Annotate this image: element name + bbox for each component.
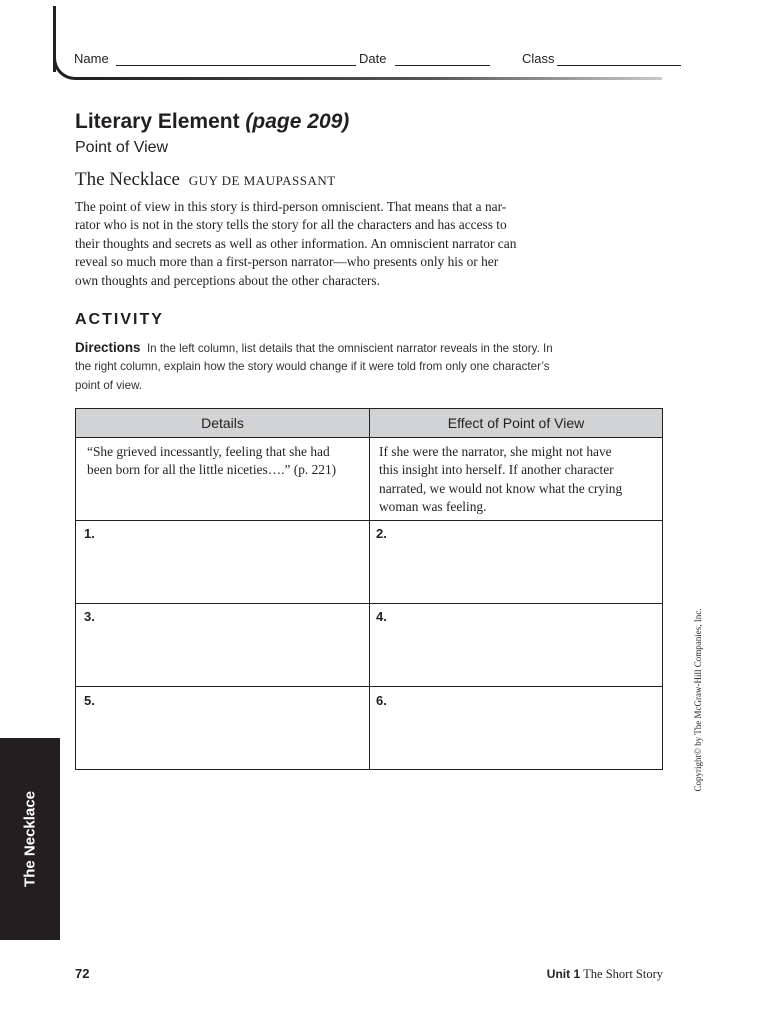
footer-unit-label: Unit 1 bbox=[546, 967, 581, 981]
name-label: Name bbox=[74, 51, 109, 66]
footer-unit-title: The Short Story bbox=[583, 967, 663, 981]
example-detail-cell bbox=[87, 443, 336, 480]
cell-number-6[interactable]: 6. bbox=[376, 693, 387, 708]
page-title bbox=[75, 110, 349, 134]
point-of-view-table bbox=[75, 408, 663, 770]
intro-line: rator who is not in the story tells the story for all the characters and has access to bbox=[75, 217, 507, 233]
example-effect-line: If she were the narrator, she might not have bbox=[379, 444, 612, 459]
story-title: The Necklace bbox=[75, 169, 180, 190]
side-tab-label: The Necklace bbox=[21, 791, 39, 887]
directions-line: point of view. bbox=[75, 378, 143, 392]
header-details: Details bbox=[201, 415, 244, 431]
date-label: Date bbox=[359, 51, 387, 66]
intro-line: their thoughts and secrets as well as other information. An omniscient narrator can bbox=[75, 235, 517, 251]
title-page-ref: (page 209) bbox=[245, 110, 350, 133]
example-effect-line: woman was feeling. bbox=[379, 499, 487, 515]
example-effect-cell bbox=[379, 443, 622, 517]
class-label: Class bbox=[522, 51, 555, 66]
row-divider bbox=[76, 686, 662, 687]
story-heading bbox=[75, 169, 336, 191]
header-bracket-rule bbox=[80, 77, 662, 80]
cell-number-5[interactable]: 5. bbox=[84, 693, 95, 708]
title-main: Literary Element bbox=[75, 110, 240, 133]
directions-line: the right column, explain how the story would change if it were told from only one character’s bbox=[75, 360, 550, 374]
example-detail-line: “She grieved incessantly, feeling that she had bbox=[87, 444, 330, 459]
copyright-notice: Copyright© by The McGraw-Hill Companies, Inc. bbox=[693, 608, 703, 792]
cell-number-2[interactable]: 2. bbox=[376, 526, 387, 541]
footer-unit bbox=[547, 967, 663, 982]
intro-paragraph bbox=[75, 198, 565, 290]
cell-number-1[interactable]: 1. bbox=[84, 526, 95, 541]
directions-text: In the left column, list details that the omniscient narrator reveals in the story. In bbox=[146, 342, 553, 355]
directions-block bbox=[75, 339, 553, 395]
date-field[interactable] bbox=[395, 65, 490, 66]
example-effect-line: narrated, we would not know what the crying bbox=[379, 480, 623, 496]
example-detail-line: been born for all the little niceties….” (p. 221) bbox=[87, 462, 337, 478]
directions-label: Directions bbox=[75, 340, 141, 355]
page-number: 72 bbox=[75, 966, 90, 981]
example-effect-line: this insight into herself. If another character bbox=[379, 462, 614, 478]
row-divider bbox=[76, 603, 662, 604]
cell-number-4[interactable]: 4. bbox=[376, 609, 387, 624]
page-subtitle: Point of View bbox=[75, 139, 169, 156]
header-effect: Effect of Point of View bbox=[447, 415, 585, 431]
row-divider bbox=[76, 520, 662, 521]
intro-line: The point of view in this story is third-person omniscient. That means that a nar- bbox=[75, 199, 507, 214]
class-field[interactable] bbox=[557, 65, 681, 66]
directions-line bbox=[75, 339, 553, 358]
cell-number-3[interactable]: 3. bbox=[84, 609, 95, 624]
column-divider bbox=[369, 409, 370, 769]
side-tab bbox=[0, 738, 60, 940]
intro-line: reveal so much more than a first-person narrator—who presents only his or her bbox=[75, 254, 499, 270]
intro-line: own thoughts and perceptions about the other characters. bbox=[75, 272, 380, 288]
story-author: GUY DE MAUPASSANT bbox=[188, 173, 336, 188]
activity-heading: ACTIVITY bbox=[75, 311, 164, 328]
name-field[interactable] bbox=[116, 65, 356, 66]
